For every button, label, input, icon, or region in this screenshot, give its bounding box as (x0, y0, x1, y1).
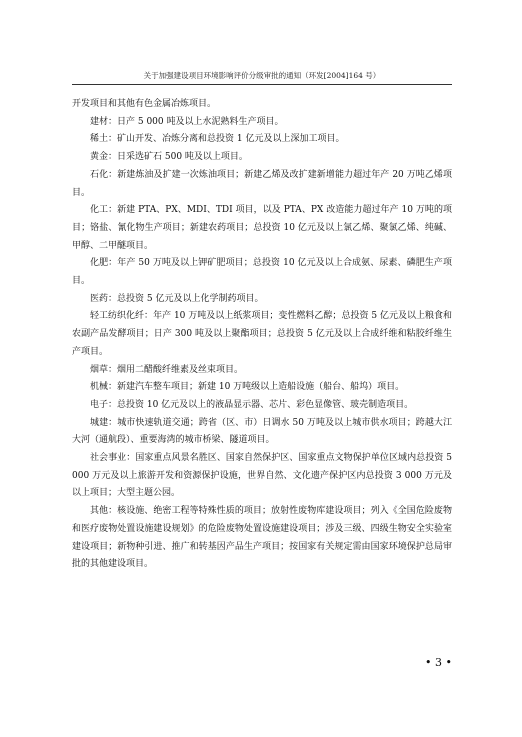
paragraph-gold: 黄金：日采选矿石 500 吨及以上项目。 (90, 152, 248, 163)
paragraph-urban-construction: 城建：城市快速轨道交通；跨省（区、市）日调水 50 万吨及以上城市供水项目；跨越大江大河（通航段）、重要海湾的城市桥梁、隧道项目。 (72, 417, 452, 446)
paragraph-fertilizer: 化肥：年产 50 万吨及以上钾矿肥项目；总投资 10 亿元及以上合成氨、尿素、磷肥生产项目。 (72, 258, 452, 287)
paragraph-social-affairs: 社会事业：国家重点风景名胜区、国家自然保护区、国家重点文物保护单位区域内总投资 5 000 万元及以上旅游开发和资源保护设施，世界自然、文化遗产保护区内总投资 3 000 万元及以上项目；大型主题公园。 (72, 453, 452, 499)
paragraph-petrochemical: 石化：新建炼油及扩建一次炼油项目；新建乙烯及改扩建新增能力超过年产 20 万吨乙烯项目。 (72, 169, 452, 198)
paragraph-chemical: 化工：新建 PTA、PX、MDI、TDI 项目，以及 PTA、PX 改造能力超过年产 10 万吨的项目；铬盐、氰化物生产项目；新建农药项目；总投资 10 亿元及以上氯乙烯、聚氯乙烯、纯碱、甲醇、二甲醚项目。 (72, 205, 452, 251)
running-header: 关于加强建设项目环境影响评价分级审批的通知（环发[2004]164 号） (143, 71, 381, 80)
paragraph-tobacco: 烟草：烟用二醋酸纤维素及丝束项目。 (90, 364, 244, 375)
paragraph-continuation: 开发项目和其他有色金属冶炼项目。 (72, 99, 217, 109)
paragraph-pharmaceutical: 医药：总投资 5 亿元及以上化学制药项目。 (90, 293, 264, 304)
body-text (72, 96, 452, 574)
paragraph-building-materials: 建材：日产 5 000 吨及以上水泥熟料生产项目。 (90, 116, 284, 127)
header-rule (72, 84, 452, 85)
paragraph-electronics: 电子：总投资 10 亿元及以上的液晶显示器、芯片、彩色显像管、玻壳制造项目。 (90, 399, 414, 410)
page-number: • 3 • (425, 656, 452, 669)
paragraph-rare-earth: 稀土：矿山开发、冶炼分离和总投资 1 亿元及以上深加工项目。 (90, 134, 345, 145)
paragraph-light-industry: 轻工纺织化纤：年产 10 万吨及以上纸浆项目；变性燃料乙醇；总投资 5 亿元及以上粮食和农副产品发酵项目；日产 300 吨及以上聚酯项目；总投资 5 亿元及以上合成纤维和粘胶纤维生产项目。 (72, 311, 452, 357)
paragraph-other: 其他：核设施、绝密工程等特殊性质的项目；放射性废物库建设项目；列入《全国危险废物和医疗废物处置设施建设规划》的危险废物处置设施建设项目；涉及三级、四级生物安全实验室建设项目；新物种引进、推广和转基因产品生产项目；按国家有关规定需由国家环境保护总局审批的其他建设项目。 (72, 506, 452, 570)
paragraph-machinery: 机械：新建汽车整车项目；新建 10 万吨级以上造船设施（船台、船坞）项目。 (90, 382, 405, 393)
